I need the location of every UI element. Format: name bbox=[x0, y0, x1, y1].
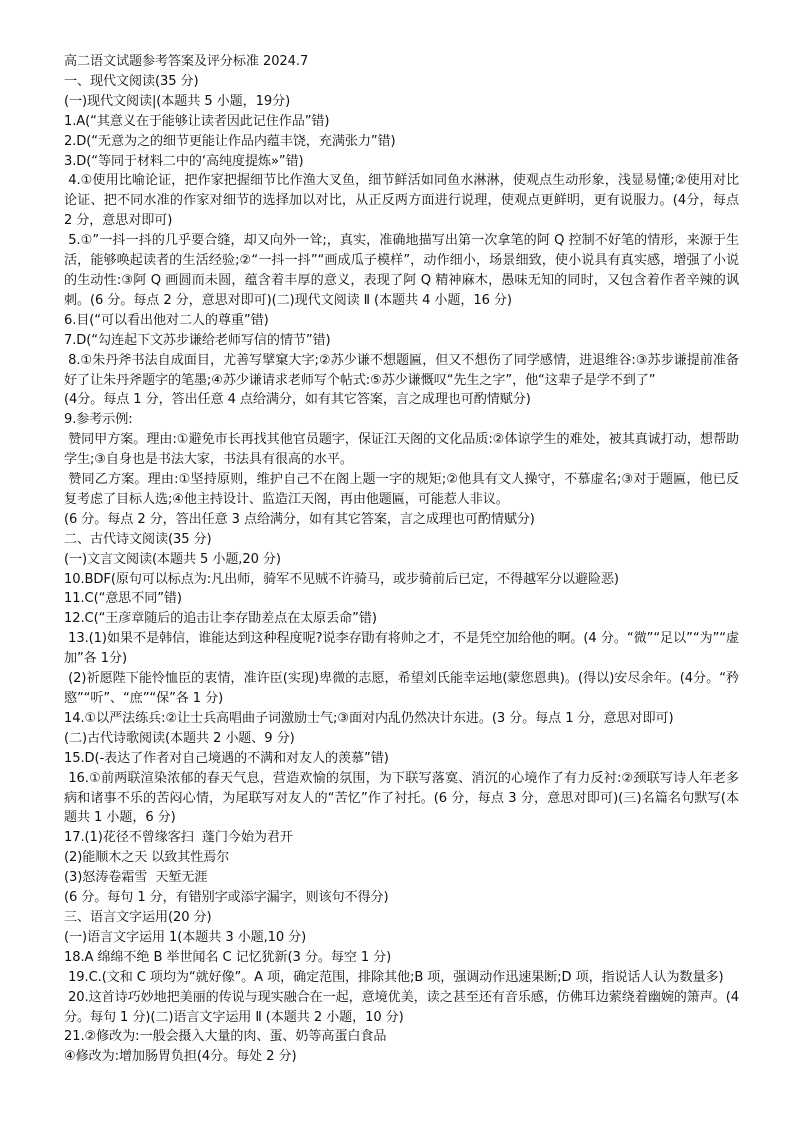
document-title: 高二语文试题参考答案及评分标准 2024.7 bbox=[64, 54, 309, 69]
answer-item: 4.①使用比喻论证，把作家把握细节比作渔大叉鱼，细节鲜活如同鱼水淋淋，使观点生动形象，浅显易懂;②使用对比论证、把不同水准的作家对细节的选择加以对比，从正反两方面进行说理，使观点更鲜明，更有说服力。(4分，每点 2 分，意思对即可) bbox=[64, 173, 744, 229]
answer-item: 18.A 绵绵不绝 B 举世闻名 C 记忆犹新(3 分。每空 1 分) bbox=[64, 949, 392, 965]
answer-item: 19.C.(文和 C 项均为“就好像”。A 项，确定范围，排除其他;B 项，强调动作迅速果断;D 项，指说话人认为数量多) bbox=[64, 969, 724, 985]
answer-item: 14.①以严法练兵:②让士兵高唱曲子词激励士气;③面对内乱仍然决计东进。(3 分。每点 1 分，意思对即可) bbox=[64, 710, 674, 726]
answer-item: 9.参考示例: bbox=[64, 412, 133, 428]
answer-item: 6.目(“可以看出他对二人的尊重”错) bbox=[64, 312, 269, 328]
answer-item: 11.C(“意思不同”错) bbox=[64, 591, 182, 607]
answer-item: 7.D(“勾连起下文苏步谦给老师写信的情节”错) bbox=[64, 332, 331, 348]
answer-item: (2)祈愿陛下能怜恤臣的衷情，准许臣(实现)卑微的志愿，希望刘氏能幸运地(蒙您恩典)。(得以)安尽余年。(4分。“矜愍”“听”、“庶”“保”各 1 分) bbox=[64, 671, 739, 706]
answer-item: 21.②修改为:一般会摄入大量的肉、蛋、奶等高蛋白食品 bbox=[64, 1029, 387, 1045]
answer-item: 8.①朱丹斧书法自成面目，尤善写擘窠大字;②苏少谦不想题匾，但又不想伤了同学感情，进退维谷:③苏步谦提前准备好了让朱丹斧题字的笔墨;④苏少谦请求老师写个帖式:⑤苏少谦慨叹“先生之字”，他“这辈子是学不到了” bbox=[64, 352, 739, 388]
answer-item: 13.(1)如果不是韩信，谁能达到这种程度呢?说李存勖有将帅之才，不是凭空加给他的啊。(4 分。“微”“足以”“为”“虚加”各 1分) bbox=[64, 631, 740, 667]
answer-item: 3.D(“等同于材料二中的‘高纯度提炼»”错) bbox=[64, 153, 304, 169]
scoring-note: (6 分。每点 2 分，答出任意 3 点给满分，如有其它答案，言之成理也可酌情赋分) bbox=[64, 511, 535, 527]
section-heading: 二、古代诗文阅读(35 分) bbox=[64, 531, 212, 547]
answer-item: 5.①”一抖一抖的几乎要合缝，却又向外一耸;，真实，准确地描写出第一次拿笔的阿 Q 控制不好笔的情形，来源于生活，能够唤起读者的生活经验;②“一抖一抖”“画成瓜子模样”，动作细小，场景细致，使小说具有真实感，增强了小说的生动性:③阿 Q 画圆而未圆，蕴含着丰厚的意义，表现了阿 Q 精神麻木，愚味无知的同时，又包含着作者辛辣的讽刺。(6 分。每点 2 分，意思对即可)(二)现代文阅读 Ⅱ (本题共 4 小题，16 分) bbox=[64, 233, 740, 308]
answer-item: 1.A(“其意义在于能够让读者因此记住作品”错) bbox=[64, 113, 330, 129]
subsection-heading: (二)古代诗歌阅读(本题共 2 小题、9 分) bbox=[64, 730, 295, 746]
answer-item: 10.BDF(原句可以标点为:凡出师，骑军不见贼不许骑马，或步骑前后已定，不得越军分以避险恶) bbox=[64, 571, 619, 587]
answer-item: (3)怒涛卷霜雪 天堑无涯 bbox=[64, 870, 208, 886]
answer-item: 15.D(-表达了作者对自己境遇的不满和对友人的羡慕”错) bbox=[64, 750, 389, 766]
answer-item: 2.D(“无意为之的细节更能让作品内蕴丰饶，充满张力”错) bbox=[64, 133, 396, 149]
subsection-heading: (一)语言文字运用 1(本题共 3 小题,10 分) bbox=[64, 929, 307, 945]
answer-item: (2)能顺木之天 以致其性焉尔 bbox=[64, 850, 230, 866]
subsection-heading: (一)文言文阅读(本题共 5 小题,20 分) bbox=[64, 551, 281, 567]
answer-item: 17.(1)花径不曾缘客扫 蓬门今始为君开 bbox=[64, 830, 293, 846]
answer-item: 20.这首诗巧妙地把美丽的传说与现实融合在一起，意境优美，读之甚至还有音乐感，仿佛耳边萦绕着幽婉的箫声。(4分。每句 1 分)(二)语言文字运用 Ⅱ (本题共 2 小题，10 分) bbox=[64, 989, 739, 1025]
section-heading: 一、现代文阅读(35 分) bbox=[64, 73, 199, 89]
subsection-heading: (一)现代文阅读|(本题共 5 小题，19分) bbox=[64, 93, 291, 109]
answer-item: 12.C(“王彦章随后的追击让李存勖差点在太原丢命”错) bbox=[64, 611, 377, 627]
scoring-note: (6 分。每句 1 分，有错别字或添字漏字，则该句不得分) bbox=[64, 890, 389, 906]
answer-item: 16.①前两联渲染浓郁的春天气息，营造欢愉的氛围，为下联写落寞、消沉的心境作了有力反衬:②颈联写诗人年老多病和诸事不乐的苦闷心情，为尾联写对友人的“苦忆”作了衬托。(6 分，每点 3 分，意思对即可)(三)名篇名句默写(本题共 1 小题，6 分) bbox=[64, 770, 740, 826]
answer-item: 赞同乙方案。理由:①坚持原则，维护自己不在阁上题一字的规矩;②他具有文人操守，不慕虚名;③对于题匾，他已反复考虑了目标人选;④他主持设计、监造江天阁，再由他题匾，可能惹人非议。 bbox=[64, 472, 739, 507]
section-heading: 三、语言文字运用(20 分) bbox=[64, 909, 212, 925]
scoring-note: (4分。每点 1 分，答出任意 4 点给满分，如有其它答案，言之成理也可酌情赋分) bbox=[64, 392, 531, 408]
answer-item: ④修改为:增加肠胃负担(4分。每处 2 分) bbox=[64, 1049, 297, 1065]
answer-item: 赞同甲方案。理由:①避免市长再找其他官员题字，保证江天阁的文化品质:②体谅学生的难处，被其真诚打动，想帮助学生;③自身也是书法大家，书法具有很高的水平。 bbox=[64, 432, 740, 468]
